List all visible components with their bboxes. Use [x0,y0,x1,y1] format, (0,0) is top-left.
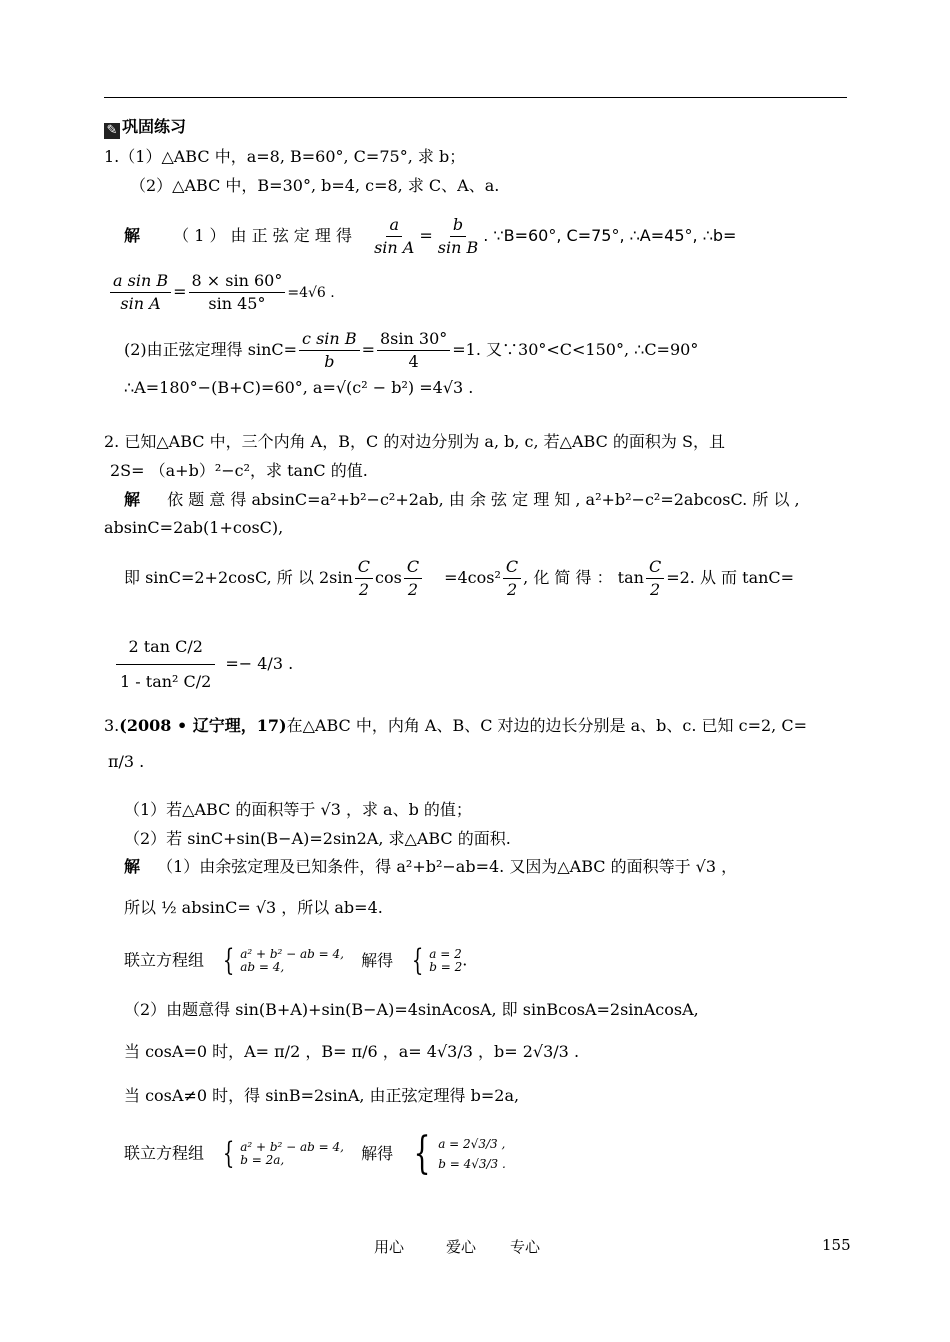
q2-line2: 2S= （a+b）²−c²，求 tanC 的值. [110,461,368,480]
q3-system2 [124,1128,506,1179]
fraction-8sin30-over-4: $\frac{8\sin 30^\circ}{4}$ [377,330,450,371]
q3-solution-line3: （2）由题意得 sin(B+A)+sin(B−A)=4sinAcosA, 即 sinBcosA=2sinAcosA, [124,1000,699,1019]
equation-system: { a² + b² − ab = 4, ab = 4, [222,943,344,978]
q3-sol1: （1）由余弦定理及已知条件，得 a²+b²−ab=4. 又因为△ABC 的面积等于 √3 ， [157,857,738,876]
page-number: 155 [822,1236,851,1254]
q3-solution-line4: 当 cosA=0 时，A= π/2 ，B= π/6 ，a= 4√3/3 ，b= 2√3/3 . [124,1042,580,1061]
solution-label: 解 [124,226,141,245]
q1-sol-intro: （ 1 ） 由 正 弦 定 理 得 [173,226,352,245]
q2-final-expression [106,630,293,699]
q3-part2: （2）若 sinC+sin(B−A)=2sin2A, 求△ABC 的面积. [124,829,511,848]
solution-label: 解 [124,490,141,509]
fraction-a-over-sinA: $\frac{a}{\text{sin A}}$ [374,215,415,257]
solve-label: 解得 [361,950,394,970]
section-title [104,117,186,139]
q3-solution-line2: 所以 ½ absinC= √3 ，所以 ab=4. [124,898,383,917]
fraction-asinB-over-sinA: $\frac{\text{a sin B}}{\text{sin A}}$ [110,272,171,313]
solution-system: { a = 2 b = 2 [412,943,463,978]
q1-line2: （2）△ABC 中，B=30°, b=4, c=8, 求 C、A、a. [130,176,500,195]
q3-solution-line5: 当 cosA≠0 时，得 sinB=2sinA, 由正弦定理得 b=2a, [124,1086,520,1105]
q1-result: =4√6 . [287,285,335,301]
footer-motto-2: 爱心 [446,1238,477,1256]
q1-part2-line1: (2)由正弦定理得 sinC= $\frac{\text{c sin B}}{b}$ = $\frac{8\sin 30^\circ}{4}$ =1. 又∵30°<C<150°, ∴C=90° [124,329,699,371]
solve-label: 解得 [361,1143,394,1163]
q1-p2-intro: (2)由正弦定理得 sinC= [124,340,298,359]
fraction-C-over-2: $\frac{C}{2}$ [646,558,664,599]
fraction-b-over-sinB: $\frac{b}{\text{sin B}}$ [437,215,479,257]
q2-solution-line1 [124,490,800,510]
fraction-8sin60-over-sin45: $\frac{8 \times \sin 60^\circ}{\sin 45^\circ}$ [189,272,286,313]
q2-sol-line1: 依 题 意 得 absinC=a²+b²−c²+2ab, 由 余 弦 定 理 知 , a²+b²−c²=2abcosC. 所 以 , [167,490,800,509]
q1-line1: 1.（1）△ABC 中，a=8, B=60°, C=75°, 求 b； [104,147,466,166]
fraction-tan-half-angle: $\frac{\text{2 tan C/2}}{\text{1 - tan² C/2}}$ [108,630,223,699]
q3-pi-over-3: π/3 . [108,752,145,771]
q2-solution-line3: 即 sinC=2+2cosC, 所 以 2sin $\frac{C}{2}$ cos $\frac{C}{2}$ =4cos² $\frac{C}{2}$ , 化 简 得 ： tan $\frac{C}{2}$ =2. 从 而 tanC= [124,557,795,599]
q2-solution-line2: absinC=2ab(1+cosC), [104,518,284,537]
q2-line1: 2. 已知△ABC 中，三个内角 A，B，C 的对边分别为 a, b, c, 若△ABC 的面积为 S，且 [104,432,725,451]
solution-system: { a = 2√3/3 , b = 4√3/3 . [413,1128,506,1179]
footer-motto-3: 专心 [510,1238,541,1256]
equation-system: { a² + b² − ab = 4, b = 2a, [222,1136,344,1171]
section-title-text: 巩固练习 [122,117,187,136]
q3-part1: （1）若△ABC 的面积等于 √3 ，求 a、b 的值； [124,800,472,819]
fraction-C-over-2: $\frac{C}{2}$ [355,558,373,599]
solution-label: 解 [124,857,141,876]
system-label: 联立方程组 [124,950,205,970]
q1-solution-line2: $\frac{\text{a sin B}}{\text{sin A}}$ = $\frac{8 \times \sin 60^\circ}{\sin 45^\circ}$ =4√6 . [108,272,335,313]
header-rule [104,97,847,98]
q3-source: (2008 • 辽宁理，17) [119,716,287,735]
pencil-icon: ✎ [104,123,120,139]
q2-result: =− 4/3 . [225,654,294,673]
footer-motto-1: 用心 [374,1238,405,1256]
q1-solution-line1 [124,216,736,257]
system-label: 联立方程组 [124,1143,205,1163]
fraction-C-over-2: $\frac{C}{2}$ [503,558,521,599]
q1-sol-tail: . ∵B=60°, C=75°, ∴A=45°, ∴b= [483,226,737,245]
fraction-csinB-over-b: $\frac{\text{c sin B}}{b}$ [299,330,360,371]
q3-system1: 联立方程组 { a² + b² − ab = 4, ab = 4, 解得 { a = 2 b = 2 . [124,943,468,978]
q3-solution-line1 [124,857,737,877]
q1-p2-tail: =1. 又∵30°<C<150°, ∴C=90° [452,340,699,359]
q3-line1: 3.(2008 • 辽宁理，17)在△ABC 中，内角 A、B、C 对边的边长分别是 a、b、c. 已知 c=2, C= [104,716,808,735]
fraction-C-over-2: $\frac{C}{2}$ [404,558,422,599]
q1-part2-line2: ∴A=180°−(B+C)=60°, a=√(c² − b²) =4√3 . [124,378,474,397]
equals: = [419,226,433,245]
